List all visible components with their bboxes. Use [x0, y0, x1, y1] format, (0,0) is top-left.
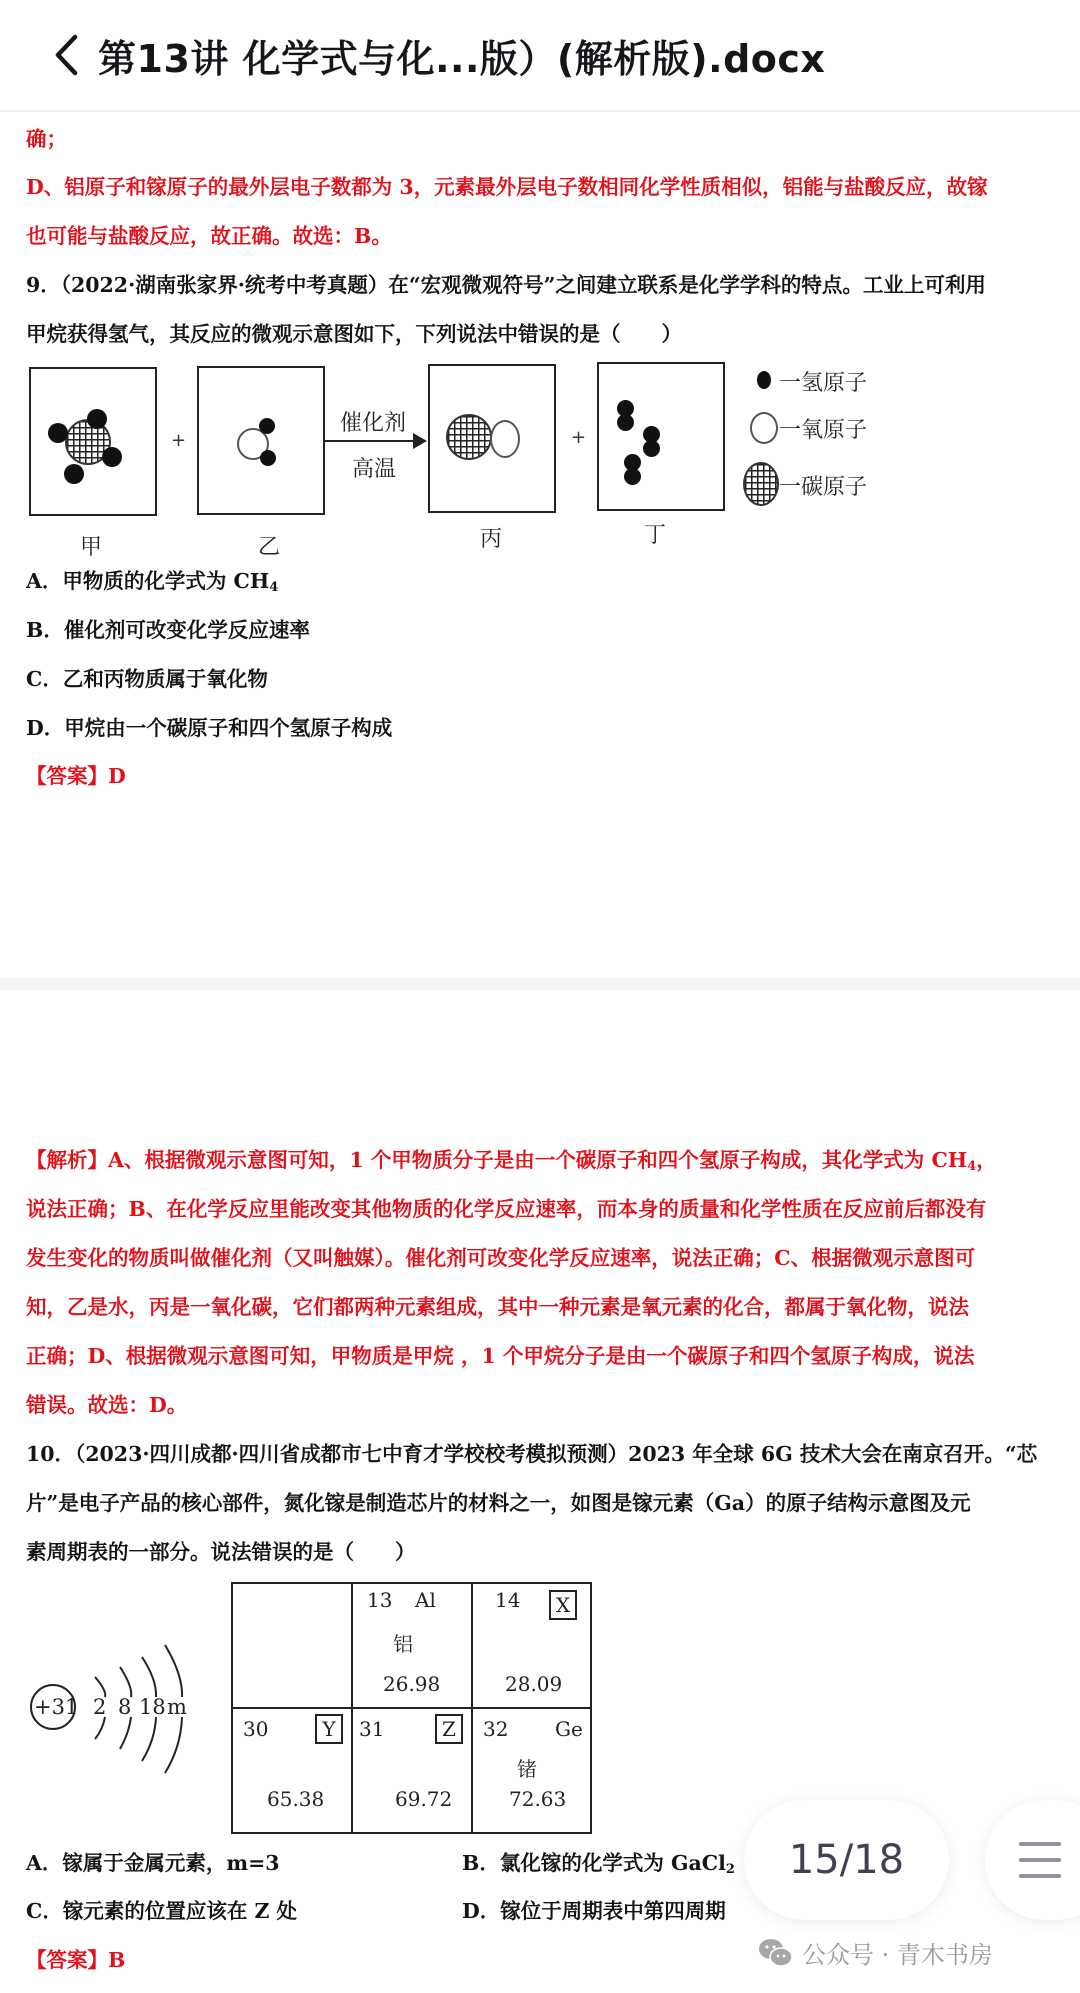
option-a: A．甲物质的化学式为 $CH_4$	[26, 569, 279, 595]
watermark-text: 公众号 · 青木书房	[802, 1941, 993, 1969]
answer-q9: 【答案】D	[26, 764, 126, 788]
option-a: A．镓属于金属元素，m=3	[26, 1851, 280, 1875]
question-10-stem: 10．（2023·四川成都·四川省成都市七中育才学校校考模拟预测）2023 年全球 6G 技术大会在南京召开。“芯	[26, 1442, 1038, 1466]
shell-1: 2	[93, 1695, 107, 1719]
nucleus-charge: +31	[34, 1695, 79, 1719]
hydrogen-atom	[102, 447, 122, 467]
option-d: D．镓位于周期表中第四周期	[462, 1899, 726, 1923]
arrow-head-icon	[413, 433, 427, 449]
question-9-stem: 甲烷获得氢气，其反应的微观示意图如下，下列说法中错误的是（ ）	[26, 322, 682, 346]
hydrogen-atom	[259, 418, 275, 434]
carbon-atom	[446, 414, 492, 460]
menu-button[interactable]	[985, 1800, 1080, 1920]
carbon-legend-icon	[743, 462, 779, 506]
option-d: D．甲烷由一个碳原子和四个氢原子构成	[26, 716, 393, 740]
legend-oxygen: 一氧原子	[779, 418, 868, 443]
analysis-q9-line: 【解析】A、根据微观示意图可知，1 个甲物质分子是由一个碳原子和四个氢原子构成，其化学式为 $CH_4$，	[26, 1148, 997, 1174]
analysis-q9-line: 发生变化的物质叫做催化剂（又叫触媒）。催化剂可改变化学反应速率，说法正确；C、根据微观示意图可	[26, 1246, 976, 1270]
hydrogen-atom	[64, 464, 84, 484]
pt-cell-x: 14 X 28.09	[473, 1584, 592, 1709]
unknown-symbol-z: Z	[435, 1714, 463, 1744]
hydrogen-legend-icon	[757, 371, 771, 389]
molecule-label: 乙	[258, 535, 281, 560]
periodic-table-fragment	[231, 1582, 592, 1834]
condition-label: 高温	[352, 457, 397, 482]
hydrogen-atom	[87, 409, 107, 429]
catalyst-label: 催化剂	[340, 411, 407, 436]
top-bar	[0, 0, 1080, 112]
prev-explanation-line: 确；	[26, 127, 67, 151]
molecule-box-yi	[197, 366, 325, 515]
molecule-label: 丁	[644, 523, 667, 548]
plus-sign: +	[171, 430, 187, 451]
oxygen-legend-icon	[750, 412, 778, 444]
chevron-left-icon	[53, 34, 79, 76]
molecule-label: 甲	[80, 535, 103, 560]
question-9-stem: 9．（2022·湖南张家界·统考中考真题）在“宏观微观符号”之间建立联系是化学学科的特点。工业上可利用	[26, 273, 986, 297]
document-title: 第13讲 化学式与化...版）(解析版).docx	[98, 36, 826, 81]
shell-3: 18	[139, 1695, 166, 1719]
legend-hydrogen: 一氢原子	[779, 371, 868, 396]
wechat-icon	[758, 1937, 794, 1969]
option-c: C．乙和丙物质属于氧化物	[26, 667, 268, 691]
page-indicator-button[interactable]	[744, 1800, 949, 1920]
page-separator	[0, 978, 1080, 990]
hydrogen-atom	[260, 450, 276, 466]
molecule-box-bing	[428, 364, 556, 513]
page-indicator-text: 15/18	[788, 1837, 905, 1883]
pt-cell-z: 31 Z 69.72	[353, 1709, 473, 1832]
unknown-symbol-y: Y	[315, 1714, 343, 1744]
watermark	[758, 1935, 993, 1970]
pt-cell-al: 13 Al 铝 26.98	[353, 1584, 473, 1709]
option-b: B．催化剂可改变化学反应速率	[26, 618, 310, 642]
question-10-stem: 素周期表的一部分。说法错误的是（ ）	[26, 1540, 416, 1564]
hydrogen-atom	[624, 468, 641, 485]
hydrogen-atom	[643, 440, 660, 457]
oxygen-atom	[490, 420, 520, 458]
prev-explanation-line: 也可能与盐酸反应，故正确。故选：B。	[26, 224, 392, 248]
analysis-q9-line: 错误。故选：D。	[26, 1393, 188, 1417]
pt-cell-y: 30 Y 65.38	[233, 1709, 353, 1832]
unknown-symbol-x: X	[549, 1590, 577, 1620]
hydrogen-atom	[617, 414, 634, 431]
reaction-arrow	[325, 440, 415, 442]
shell-4: m	[167, 1695, 187, 1719]
hydrogen-atom	[48, 423, 68, 443]
analysis-q9-line: 说法正确；B、在化学反应里能改变其他物质的化学反应速率，而本身的质量和化学性质在反应前后都没有	[26, 1197, 987, 1221]
answer-q10: 【答案】B	[26, 1948, 126, 1972]
pt-cell-ge: 32 Ge 锗 72.63	[483, 1717, 583, 1811]
option-c: C．镓元素的位置应该在 Z 处	[26, 1899, 298, 1923]
question-10-stem: 片”是电子产品的核心部件，氮化镓是制造芯片的材料之一，如图是镓元素（Ga）的原子结构示意图及元	[26, 1491, 971, 1515]
molecule-box-jia	[29, 367, 157, 516]
option-b: B．氯化镓的化学式为 GaCl$_2$	[462, 1851, 735, 1877]
analysis-q9-line: 正确；D、根据微观示意图可知，甲物质是甲烷 ，1 个甲烷分子是由一个碳原子和四个氢原子构成，说法	[26, 1344, 975, 1368]
pt-cell-empty	[233, 1584, 353, 1709]
back-button[interactable]	[36, 20, 96, 90]
prev-explanation-line: D、铝原子和镓原子的最外层电子数都为 3，元素最外层电子数相同化学性质相似，铝能与盐酸反应，故镓	[26, 175, 988, 199]
legend-carbon: 一碳原子	[779, 475, 868, 500]
plus-sign: +	[571, 427, 587, 448]
shell-2: 8	[118, 1695, 132, 1719]
molecule-box-ding	[597, 362, 725, 511]
molecule-label: 丙	[480, 527, 503, 552]
analysis-q9-line: 知，乙是水，丙是一氧化碳，它们都两种元素组成，其中一种元素是氧元素的化合，都属于氧化物，说法	[26, 1295, 969, 1319]
